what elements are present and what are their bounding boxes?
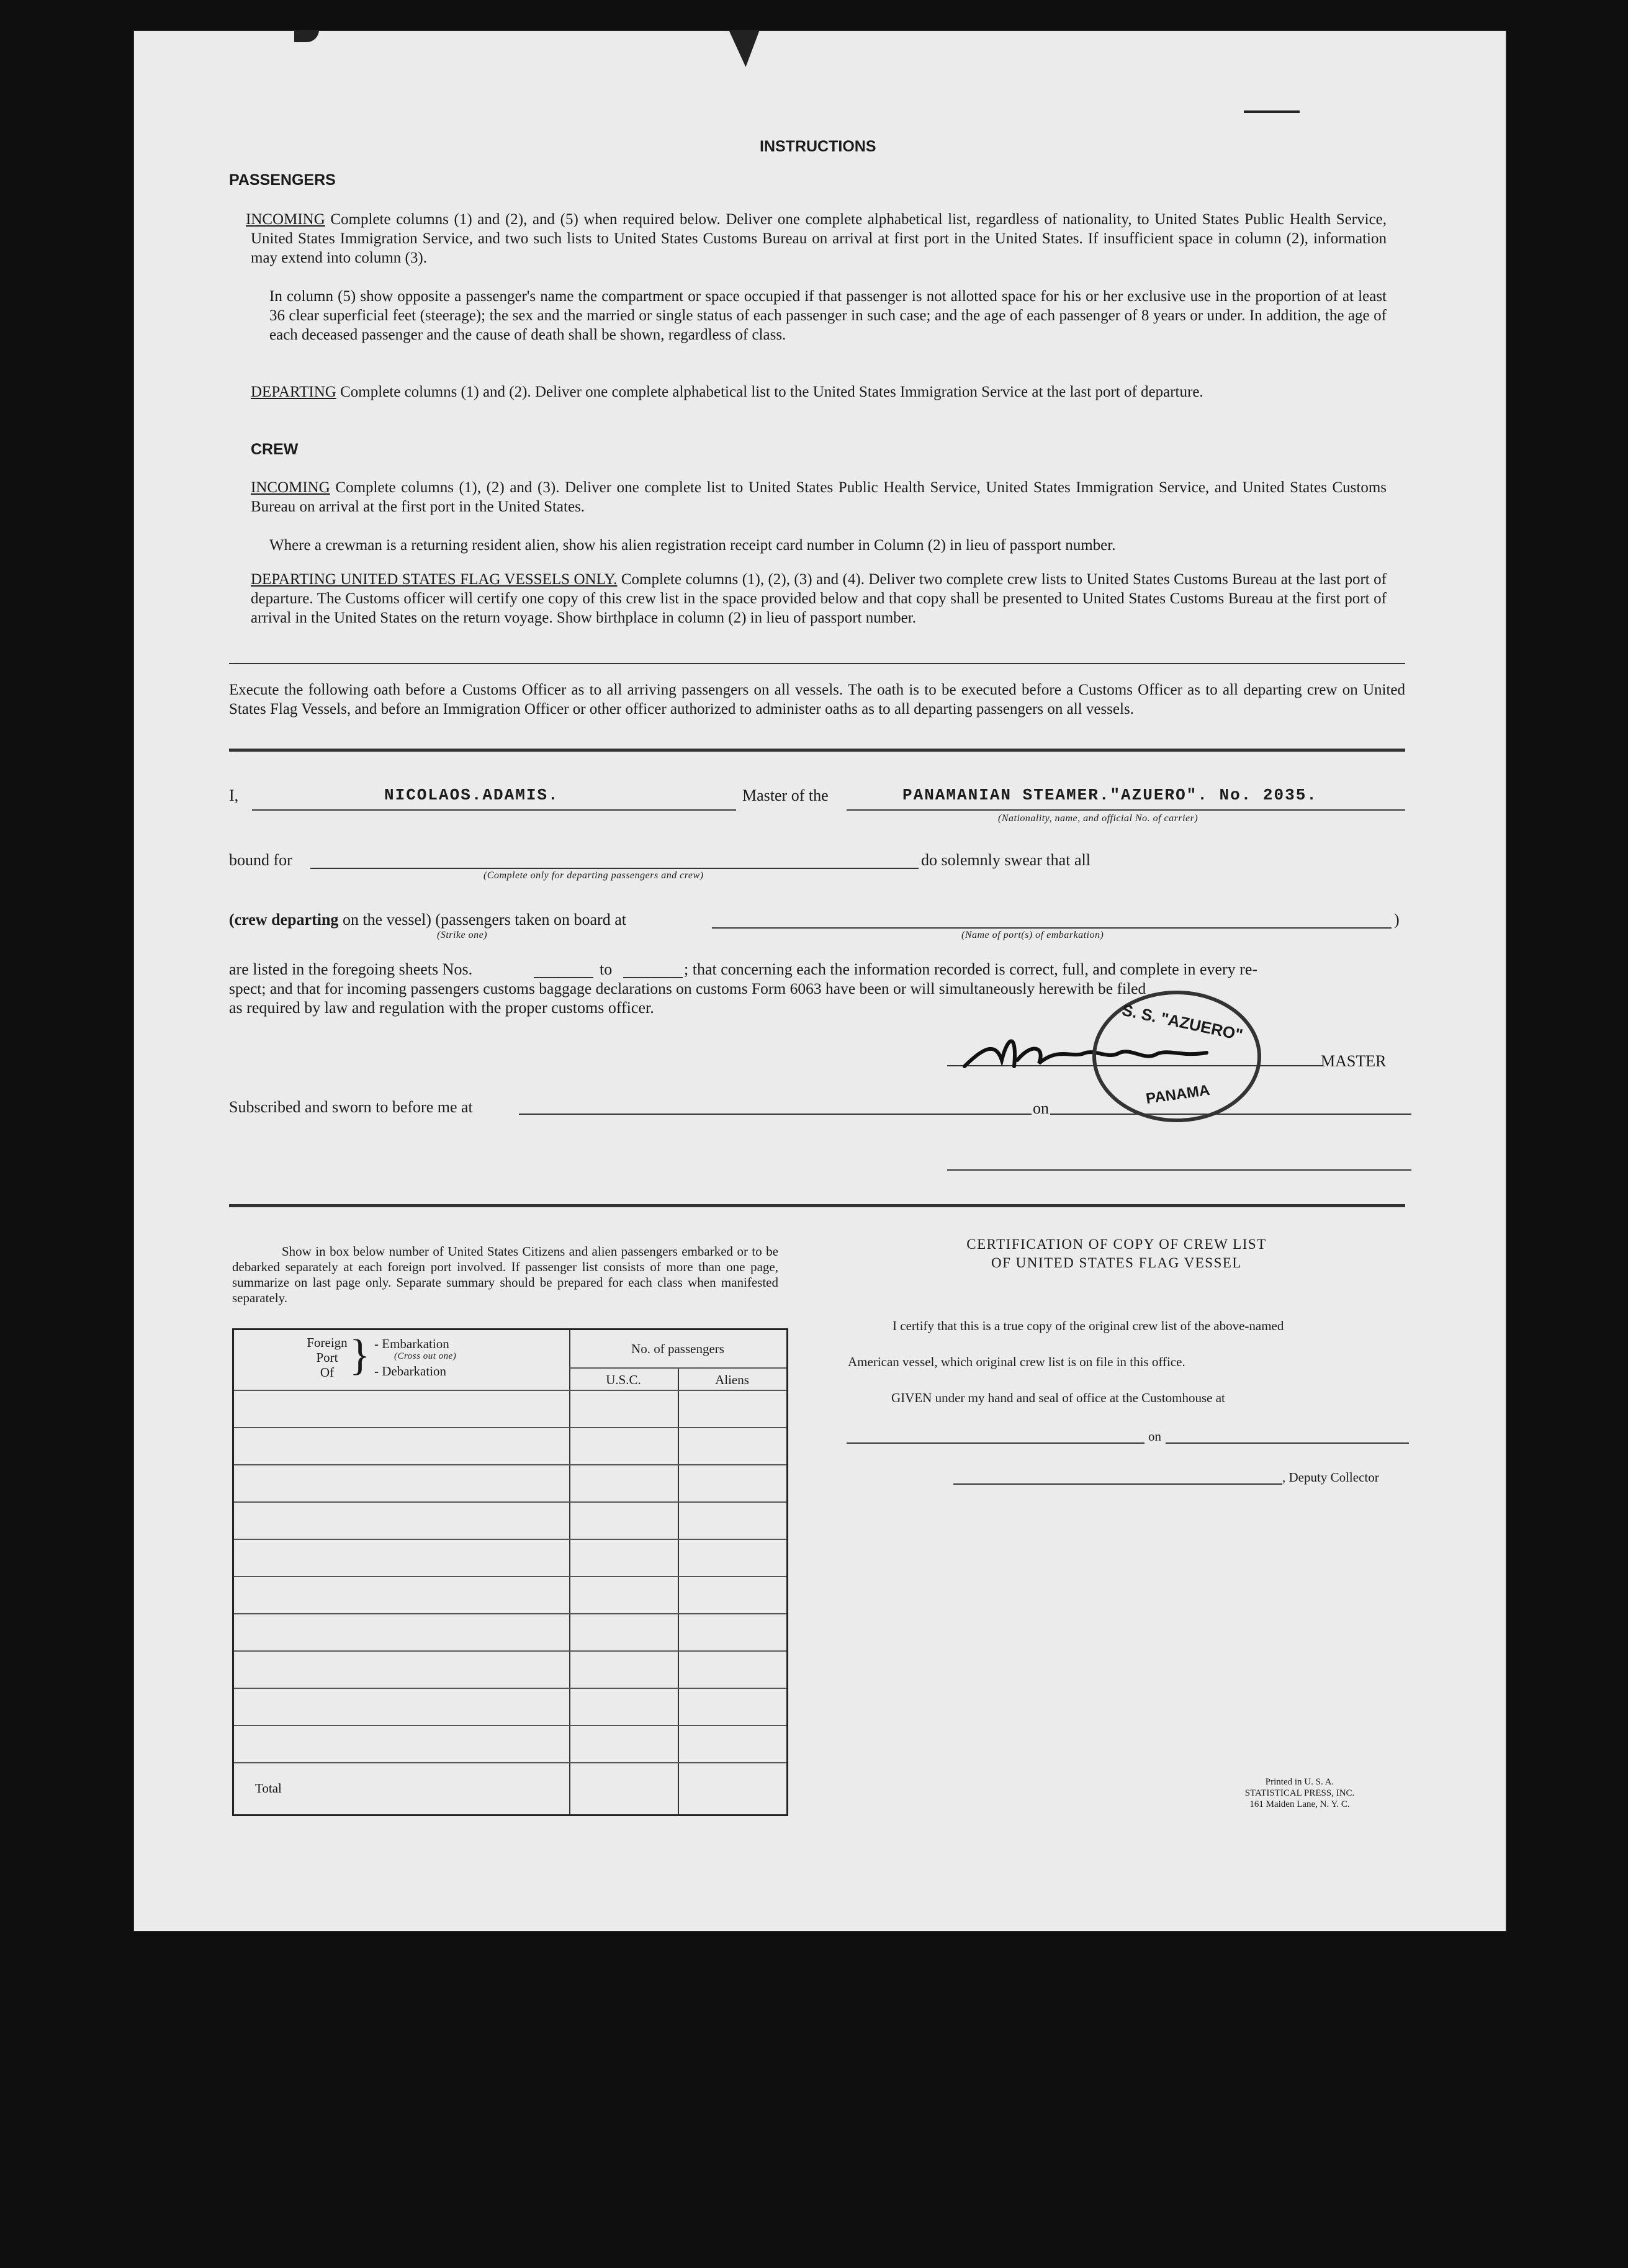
passenger-summary-table [232, 1328, 788, 1816]
flag-vessels-paragraph [251, 570, 1387, 628]
strike-one-caption: (Strike one) [437, 930, 488, 940]
cross-out-label: (Cross out one) [394, 1351, 457, 1361]
subscribed-label: Subscribed and sworn to before me at [229, 1098, 473, 1116]
certification-date-line [1166, 1442, 1409, 1444]
bound-for-line [310, 868, 919, 869]
certification-title-2: OF UNITED STATES FLAG VESSEL [991, 1255, 1242, 1271]
incoming-text: Complete columns (1) and (2), and (5) when required below. Deliver one complete alphabetical list, regardless of nationality, to United States Public Health Service, United States Immigration Service, and two such lists to United States Customs Bureau on arrival at first port in the United States. If insufficient space in column (2), information may extend into column (3). [251, 211, 1387, 266]
crew-incoming-paragraph [251, 478, 1387, 516]
certification-title-1: CERTIFICATION OF COPY OF CREW LIST [966, 1236, 1267, 1252]
embarkation-label: - Embarkation [374, 1336, 449, 1351]
ports-caption: (Name of port(s) of embarkation) [961, 930, 1104, 940]
aliens-header: Aliens [715, 1372, 749, 1387]
instructions-title: INSTRUCTIONS [760, 138, 876, 155]
stamp-top-text: S. S. "AZUERO" [1120, 1000, 1245, 1045]
certification-on-label: on [1148, 1429, 1161, 1444]
crewman-paragraph: Where a crewman is a returning resident alien, show his alien registration receipt card number in Column (2) in lieu of passport number. [269, 537, 1116, 554]
master-of-label: Master of the [742, 786, 829, 804]
certification-line-3: GIVEN under my hand and seal of office at the Customhouse at [891, 1390, 1225, 1405]
form-sheet [133, 30, 1507, 1932]
incoming-label: INCOMING [246, 211, 325, 228]
tear-mark [729, 30, 760, 67]
listed-c: spect; and that for incoming passengers customs baggage declarations on customs Form 6063 have been or will simultaneously herewith be filed [229, 979, 1146, 997]
passengers-heading: PASSENGERS [229, 171, 336, 189]
vessel-name: PANAMANIAN STEAMER."AZUERO". No. 2035. [902, 786, 1318, 804]
departing-label: DEPARTING [251, 384, 336, 400]
deputy-line [953, 1483, 1282, 1485]
passengers-taken-text: (passengers taken on board at [435, 911, 626, 929]
listed-b: ; that concerning each the information recorded is correct, full, and complete in every re- [684, 960, 1258, 978]
passengers-departing-paragraph [251, 382, 1387, 402]
passengers-incoming-paragraph [246, 210, 1387, 268]
summary-intro: Show in box below number of United States Citizens and alien passengers embarked or to be debarked separately at each foreign port involved. If passenger list consists of more than one page, summarize on last page only. Separate summary should be prepared for each class when manifested separately. [232, 1244, 778, 1305]
brace: } [349, 1331, 371, 1379]
crew-departing-text: (crew departing [229, 911, 339, 929]
departing-text: Complete columns (1) and (2). Deliver one complete alphabetical list to the United States Immigration Service at the last port of departure. [340, 384, 1203, 400]
i-label: I, [229, 786, 239, 804]
crew-incoming-text: Complete columns (1), (2) and (3). Deliver one complete list to United States Public Health Service, United States Immigration Service, and United States Customs Bureau on arrival at the first port in the United States. [251, 479, 1387, 515]
subscribed-on-label: on [1033, 1099, 1049, 1117]
deputy-collector-label: , Deputy Collector [1282, 1470, 1379, 1485]
crew-departing-line [229, 910, 626, 930]
swear-text: do solemnly swear that all [921, 851, 1091, 869]
listed-to: to [600, 960, 613, 978]
debarkation-label: - Debarkation [374, 1364, 447, 1379]
sheet-to-line [623, 977, 683, 978]
close-paren: ) [1394, 911, 1400, 929]
oath-execute-paragraph: Execute the following oath before a Customs Officer as to all arriving passengers on all vessels. The oath is to be executed before a Customs Officer as to all departing crew on United States Flag Vessels, and before an Immigration Officer or other officer authorized to administer oaths as to all departing passengers on all vessels. [229, 682, 1405, 718]
certification-line-2: American vessel, which original crew list is on file in this office. [848, 1354, 1185, 1369]
no-passengers-header: No. of passengers [631, 1341, 724, 1356]
double-rule-bottom [229, 1204, 1405, 1207]
sheet-from-line [534, 977, 593, 978]
vessel-line [847, 809, 1405, 811]
total-label: Total [255, 1781, 282, 1796]
vessel-stamp [1092, 991, 1261, 1122]
tear-mark [294, 30, 319, 42]
listed-label: are listed in the foregoing sheets Nos. [229, 960, 473, 978]
usc-header: U.S.C. [606, 1372, 641, 1387]
master-name: NICOLAOS.ADAMIS. [384, 786, 559, 804]
officer-line [947, 1169, 1411, 1171]
flag-text: Complete columns (1), (2), (3) and (4). Deliver two complete crew lists to United States Customs Bureau at the last port of departure. The Customs officer will certify one copy of this crew list in the space provided below and that copy shall be presented to United States Customs Bureau at the first port of arrival in the United States on the return voyage. Show birthplace in column (2) in lieu of passport number. [251, 571, 1387, 626]
certification-line-1: I certify that this is a true copy of the original crew list of the above-named [893, 1318, 1284, 1333]
crew-heading: CREW [251, 441, 299, 458]
bound-for-label: bound for [229, 851, 292, 869]
master-label: MASTER [1321, 1052, 1387, 1070]
flag-label: DEPARTING UNITED STATES FLAG VESSELS ONLY. [251, 571, 618, 588]
customhouse-line [847, 1442, 1145, 1444]
bound-caption: (Complete only for departing passengers and crew) [483, 870, 704, 881]
listed-d: as required by law and regulation with the proper customs officer. [229, 999, 654, 1017]
column5-paragraph: In column (5) show opposite a passenger's name the compartment or space occupied if that passenger is not allotted space for his or her exclusive use in the proportion of at least 36 clear superficial feet (steerage); the sex and the married or single status of each passenger in such case; and the age of each passenger of 8 years or under. In addition, the age of each deceased passenger and the cause of death shall be shown, regardless of class. [269, 288, 1387, 343]
ports-line [712, 927, 1392, 929]
crew-incoming-label: INCOMING [251, 479, 330, 496]
divider [229, 663, 1405, 664]
foreign-port-header: Foreign Port Of [307, 1335, 348, 1380]
subscribed-line [519, 1114, 1411, 1115]
speck [1244, 110, 1300, 113]
on-vessel-text: on the vessel) [342, 911, 431, 929]
vessel-caption: (Nationality, name, and official No. of carrier) [998, 813, 1199, 824]
master-name-line [252, 809, 736, 811]
printer-imprint: Printed in U. S. A. STATISTICAL PRESS, INC. 161 Maiden Lane, N. Y. C. [1244, 1777, 1355, 1809]
stamp-bottom-text: PANAMA [1145, 1081, 1211, 1108]
double-rule [229, 749, 1405, 752]
